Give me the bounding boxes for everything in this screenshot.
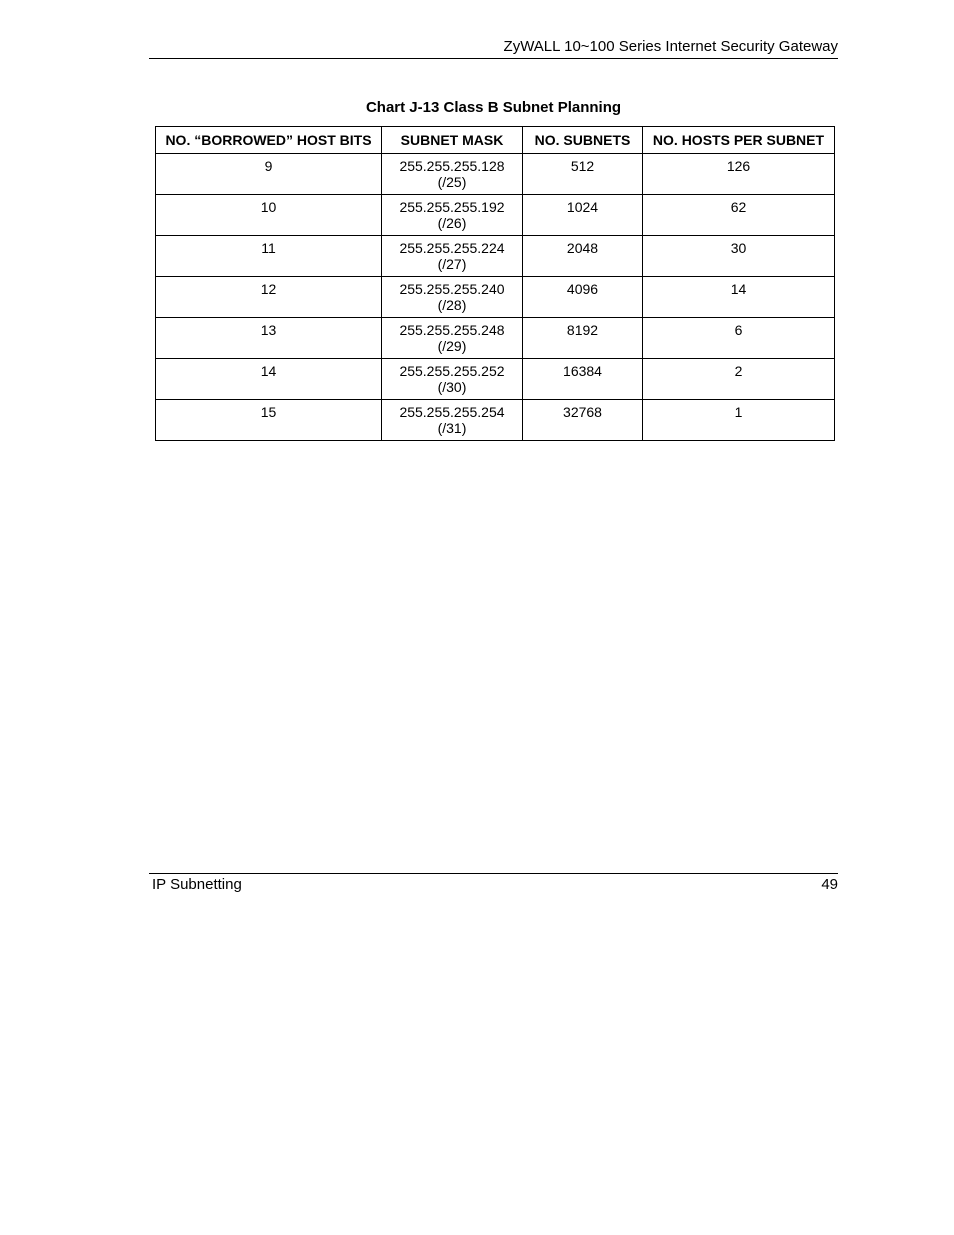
mask-value: 255.255.255.224 xyxy=(399,240,505,256)
cell-no-subnets: 512 xyxy=(523,154,643,195)
cell-borrowed-bits: 11 xyxy=(156,236,382,277)
cell-hosts-per-subnet: 2 xyxy=(643,359,835,400)
column-header-no-subnets: NO. SUBNETS xyxy=(523,127,643,154)
cell-subnet-mask xyxy=(382,236,523,277)
table-row xyxy=(156,359,835,400)
mask-value: 255.255.255.248 xyxy=(399,322,505,338)
mask-prefix: (/27) xyxy=(437,256,467,272)
cell-no-subnets: 32768 xyxy=(523,400,643,441)
page-footer xyxy=(149,873,838,893)
cell-subnet-mask xyxy=(382,277,523,318)
cell-hosts-per-subnet: 62 xyxy=(643,195,835,236)
table-row xyxy=(156,236,835,277)
cell-no-subnets: 8192 xyxy=(523,318,643,359)
column-header-subnet-mask: SUBNET MASK xyxy=(382,127,523,154)
cell-subnet-mask xyxy=(382,359,523,400)
cell-no-subnets: 2048 xyxy=(523,236,643,277)
chart-title: Chart J-13 Class B Subnet Planning xyxy=(365,99,622,116)
column-header-hosts-per-subnet: NO. HOSTS PER SUBNET xyxy=(643,127,835,154)
cell-no-subnets: 4096 xyxy=(523,277,643,318)
table-row xyxy=(156,154,835,195)
cell-hosts-per-subnet: 14 xyxy=(643,277,835,318)
table-row xyxy=(156,195,835,236)
cell-borrowed-bits: 9 xyxy=(156,154,382,195)
mask-prefix: (/26) xyxy=(437,215,467,231)
cell-no-subnets: 1024 xyxy=(523,195,643,236)
cell-no-subnets: 16384 xyxy=(523,359,643,400)
cell-hosts-per-subnet: 6 xyxy=(643,318,835,359)
cell-borrowed-bits: 10 xyxy=(156,195,382,236)
mask-prefix: (/30) xyxy=(437,379,467,395)
table-row xyxy=(156,400,835,441)
mask-value: 255.255.255.192 xyxy=(399,199,505,215)
cell-borrowed-bits: 13 xyxy=(156,318,382,359)
column-header-borrowed-bits: NO. “BORROWED” HOST BITS xyxy=(156,127,382,154)
cell-borrowed-bits: 12 xyxy=(156,277,382,318)
cell-hosts-per-subnet: 1 xyxy=(643,400,835,441)
mask-prefix: (/25) xyxy=(437,174,467,190)
subnet-planning-table xyxy=(155,126,835,441)
footer-page-number: 49 xyxy=(821,876,838,893)
mask-value: 255.255.255.128 xyxy=(399,158,505,174)
header-title: ZyWALL 10~100 Series Internet Security Gateway xyxy=(503,38,838,55)
mask-value: 255.255.255.240 xyxy=(399,281,505,297)
cell-hosts-per-subnet: 30 xyxy=(643,236,835,277)
mask-prefix: (/29) xyxy=(437,338,467,354)
mask-prefix: (/28) xyxy=(437,297,467,313)
cell-subnet-mask xyxy=(382,318,523,359)
page-header xyxy=(149,37,838,59)
table-row xyxy=(156,277,835,318)
footer-section-name: IP Subnetting xyxy=(152,876,242,893)
mask-value: 255.255.255.254 xyxy=(399,404,505,420)
cell-hosts-per-subnet: 126 xyxy=(643,154,835,195)
cell-subnet-mask xyxy=(382,195,523,236)
mask-prefix: (/31) xyxy=(437,420,467,436)
mask-value: 255.255.255.252 xyxy=(399,363,505,379)
table-row xyxy=(156,318,835,359)
cell-subnet-mask xyxy=(382,154,523,195)
cell-borrowed-bits: 15 xyxy=(156,400,382,441)
cell-borrowed-bits: 14 xyxy=(156,359,382,400)
table-header-row xyxy=(156,127,835,154)
cell-subnet-mask xyxy=(382,400,523,441)
